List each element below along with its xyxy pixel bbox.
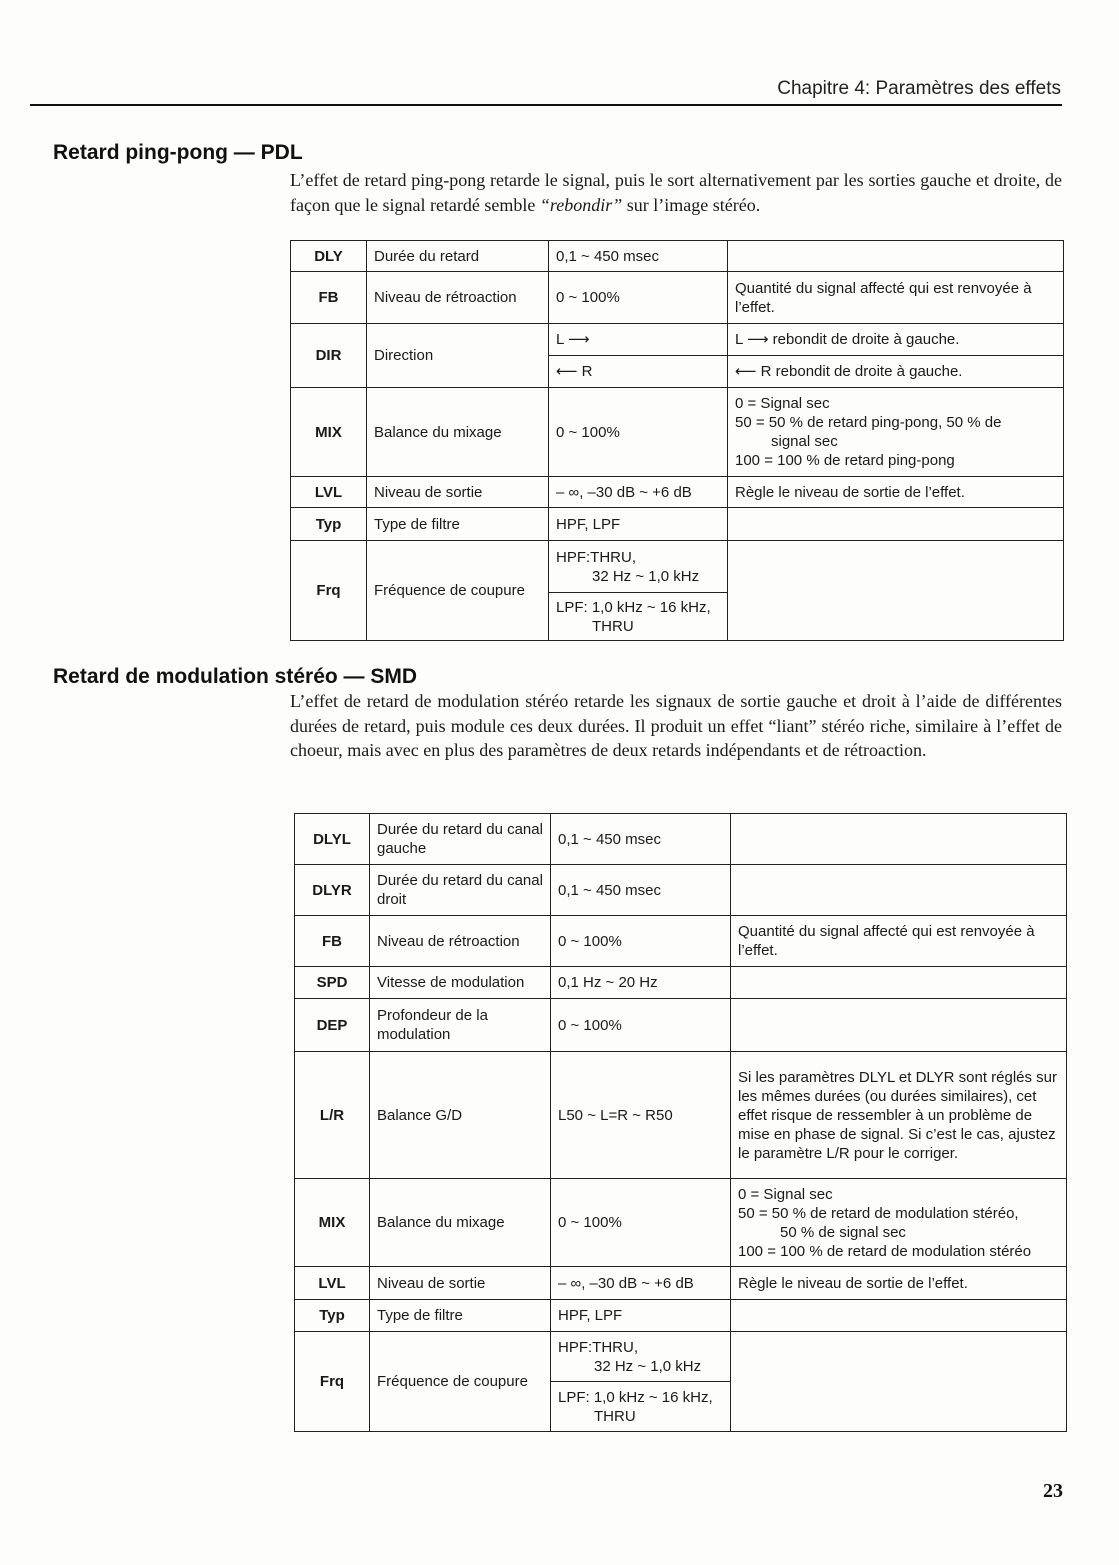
param-range: 0 ~ 100% <box>551 999 731 1052</box>
param-range: HPF:THRU, 32 Hz ~ 1,0 kHz <box>549 541 728 593</box>
table-row <box>291 388 1064 477</box>
param-desc <box>728 541 1064 641</box>
param-range: 0,1 ~ 450 msec <box>549 241 728 272</box>
param-desc: 0 = Signal sec 50 = 50 % de retard de modulation stéréo, 50 % de signal sec 100 = 100 % de retard de modulation stéréo <box>731 1179 1067 1267</box>
table-row <box>291 241 1064 272</box>
param-abbr: L/R <box>295 1052 370 1179</box>
header-rule <box>30 104 1062 106</box>
param-abbr: LVL <box>295 1267 370 1300</box>
param-range: ⟵ R <box>549 356 728 388</box>
param-name: Durée du retard du canal droit <box>370 865 551 916</box>
param-abbr: MIX <box>291 388 367 477</box>
param-desc <box>728 241 1064 272</box>
table-row <box>295 999 1067 1052</box>
table-row <box>291 508 1064 541</box>
param-desc <box>728 508 1064 541</box>
param-range: LPF: 1,0 kHz ~ 16 kHz, THRU <box>551 1382 731 1432</box>
param-range: 0,1 ~ 450 msec <box>551 865 731 916</box>
rebondir-emphasis: “rebondir” <box>539 194 623 215</box>
param-name: Niveau de rétroaction <box>370 916 551 967</box>
param-name: Direction <box>367 324 549 388</box>
table-row <box>295 967 1067 999</box>
param-range: 0,1 Hz ~ 20 Hz <box>551 967 731 999</box>
param-desc: ⟵ R rebondit de droite à gauche. <box>728 356 1064 388</box>
param-abbr: DIR <box>291 324 367 388</box>
param-name: Vitesse de modulation <box>370 967 551 999</box>
param-abbr: Frq <box>295 1332 370 1432</box>
param-desc: Si les paramètres DLYL et DLYR sont réglés sur les mêmes durées (ou durées similaires), cet effet risque de ressembler à un problème de mise en phase de signal. Si c’est le cas, ajustez le paramètre L/R pour le corriger. <box>731 1052 1067 1179</box>
param-abbr: DLY <box>291 241 367 272</box>
table-row <box>295 1332 1067 1382</box>
param-desc: Quantité du signal affecté qui est renvoyée à l’effet. <box>731 916 1067 967</box>
smd-parameter-table <box>294 813 1067 1432</box>
param-range: L ⟶ <box>549 324 728 356</box>
param-name: Fréquence de coupure <box>370 1332 551 1432</box>
param-desc: 0 = Signal sec 50 = 50 % de retard ping-pong, 50 % de signal sec 100 = 100 % de retard ping-pong <box>728 388 1064 477</box>
param-desc <box>731 865 1067 916</box>
param-desc <box>731 814 1067 865</box>
param-name: Fréquence de coupure <box>367 541 549 641</box>
param-desc <box>731 1332 1067 1432</box>
param-abbr: DEP <box>295 999 370 1052</box>
param-abbr: MIX <box>295 1179 370 1267</box>
table-row <box>295 1300 1067 1332</box>
section-intro-pdl: L’effet de retard ping-pong retarde le signal, puis le sort alternativement par les sorties gauche et droite, de façon que le signal retardé semble “rebondir” sur l’image stéréo. <box>290 170 1062 215</box>
param-name: Profondeur de la modulation <box>370 999 551 1052</box>
param-desc <box>731 1300 1067 1332</box>
param-range: HPF, LPF <box>549 508 728 541</box>
param-abbr: Typ <box>295 1300 370 1332</box>
param-name: Balance du mixage <box>370 1179 551 1267</box>
param-abbr: SPD <box>295 967 370 999</box>
section-intro-smd: L’effet de retard de modulation stéréo retarde les signaux de sortie gauche et droit à l’aide de différentes durées de retard, puis module ces deux durées. Il produit un effet “liant” stéréo riche, similaire à l’effet de choeur, mais avec en plus des paramètres de deux retards indépendants et de rétroaction. <box>290 691 1062 760</box>
param-desc: Règle le niveau de sortie de l’effet. <box>728 477 1064 508</box>
param-desc <box>731 999 1067 1052</box>
param-desc <box>731 967 1067 999</box>
pdl-parameter-table <box>290 240 1064 641</box>
param-abbr: Typ <box>291 508 367 541</box>
param-name: Niveau de sortie <box>370 1267 551 1300</box>
param-range: – ∞, –30 dB ~ +6 dB <box>551 1267 731 1300</box>
param-abbr: FB <box>291 272 367 324</box>
table-row <box>295 814 1067 865</box>
param-range: LPF: 1,0 kHz ~ 16 kHz, THRU <box>549 593 728 641</box>
param-name: Type de filtre <box>370 1300 551 1332</box>
table-row <box>291 541 1064 593</box>
param-abbr: DLYL <box>295 814 370 865</box>
table-row <box>295 916 1067 967</box>
section-title-smd: Retard de modulation stéréo — SMD <box>53 665 418 688</box>
param-desc: L ⟶ rebondit de droite à gauche. <box>728 324 1064 356</box>
param-name: Balance du mixage <box>367 388 549 477</box>
table-row <box>291 324 1064 356</box>
param-range: 0 ~ 100% <box>551 916 731 967</box>
param-abbr: Frq <box>291 541 367 641</box>
param-desc: Quantité du signal affecté qui est renvoyée à l’effet. <box>728 272 1064 324</box>
param-range: L50 ~ L=R ~ R50 <box>551 1052 731 1179</box>
param-name: Type de filtre <box>367 508 549 541</box>
param-abbr: LVL <box>291 477 367 508</box>
table-row <box>295 1052 1067 1179</box>
param-name: Balance G/D <box>370 1052 551 1179</box>
chapter-header: Chapitre 4: Paramètres des effets <box>777 78 1061 99</box>
param-abbr: DLYR <box>295 865 370 916</box>
param-name: Durée du retard du canal gauche <box>370 814 551 865</box>
param-name: Durée du retard <box>367 241 549 272</box>
table-row <box>291 477 1064 508</box>
param-range: HPF, LPF <box>551 1300 731 1332</box>
param-range: HPF:THRU, 32 Hz ~ 1,0 kHz <box>551 1332 731 1382</box>
param-range: 0 ~ 100% <box>549 388 728 477</box>
table-row <box>291 272 1064 324</box>
table-row <box>295 1179 1067 1267</box>
param-range: – ∞, –30 dB ~ +6 dB <box>549 477 728 508</box>
param-range: 0,1 ~ 450 msec <box>551 814 731 865</box>
page-number: 23 <box>1043 1480 1063 1502</box>
table-row <box>295 865 1067 916</box>
param-abbr: FB <box>295 916 370 967</box>
param-range: 0 ~ 100% <box>551 1179 731 1267</box>
param-range: 0 ~ 100% <box>549 272 728 324</box>
param-name: Niveau de sortie <box>367 477 549 508</box>
param-desc: Règle le niveau de sortie de l’effet. <box>731 1267 1067 1300</box>
param-name: Niveau de rétroaction <box>367 272 549 324</box>
table-row <box>295 1267 1067 1300</box>
section-title-pdl: Retard ping-pong — PDL <box>53 141 303 164</box>
